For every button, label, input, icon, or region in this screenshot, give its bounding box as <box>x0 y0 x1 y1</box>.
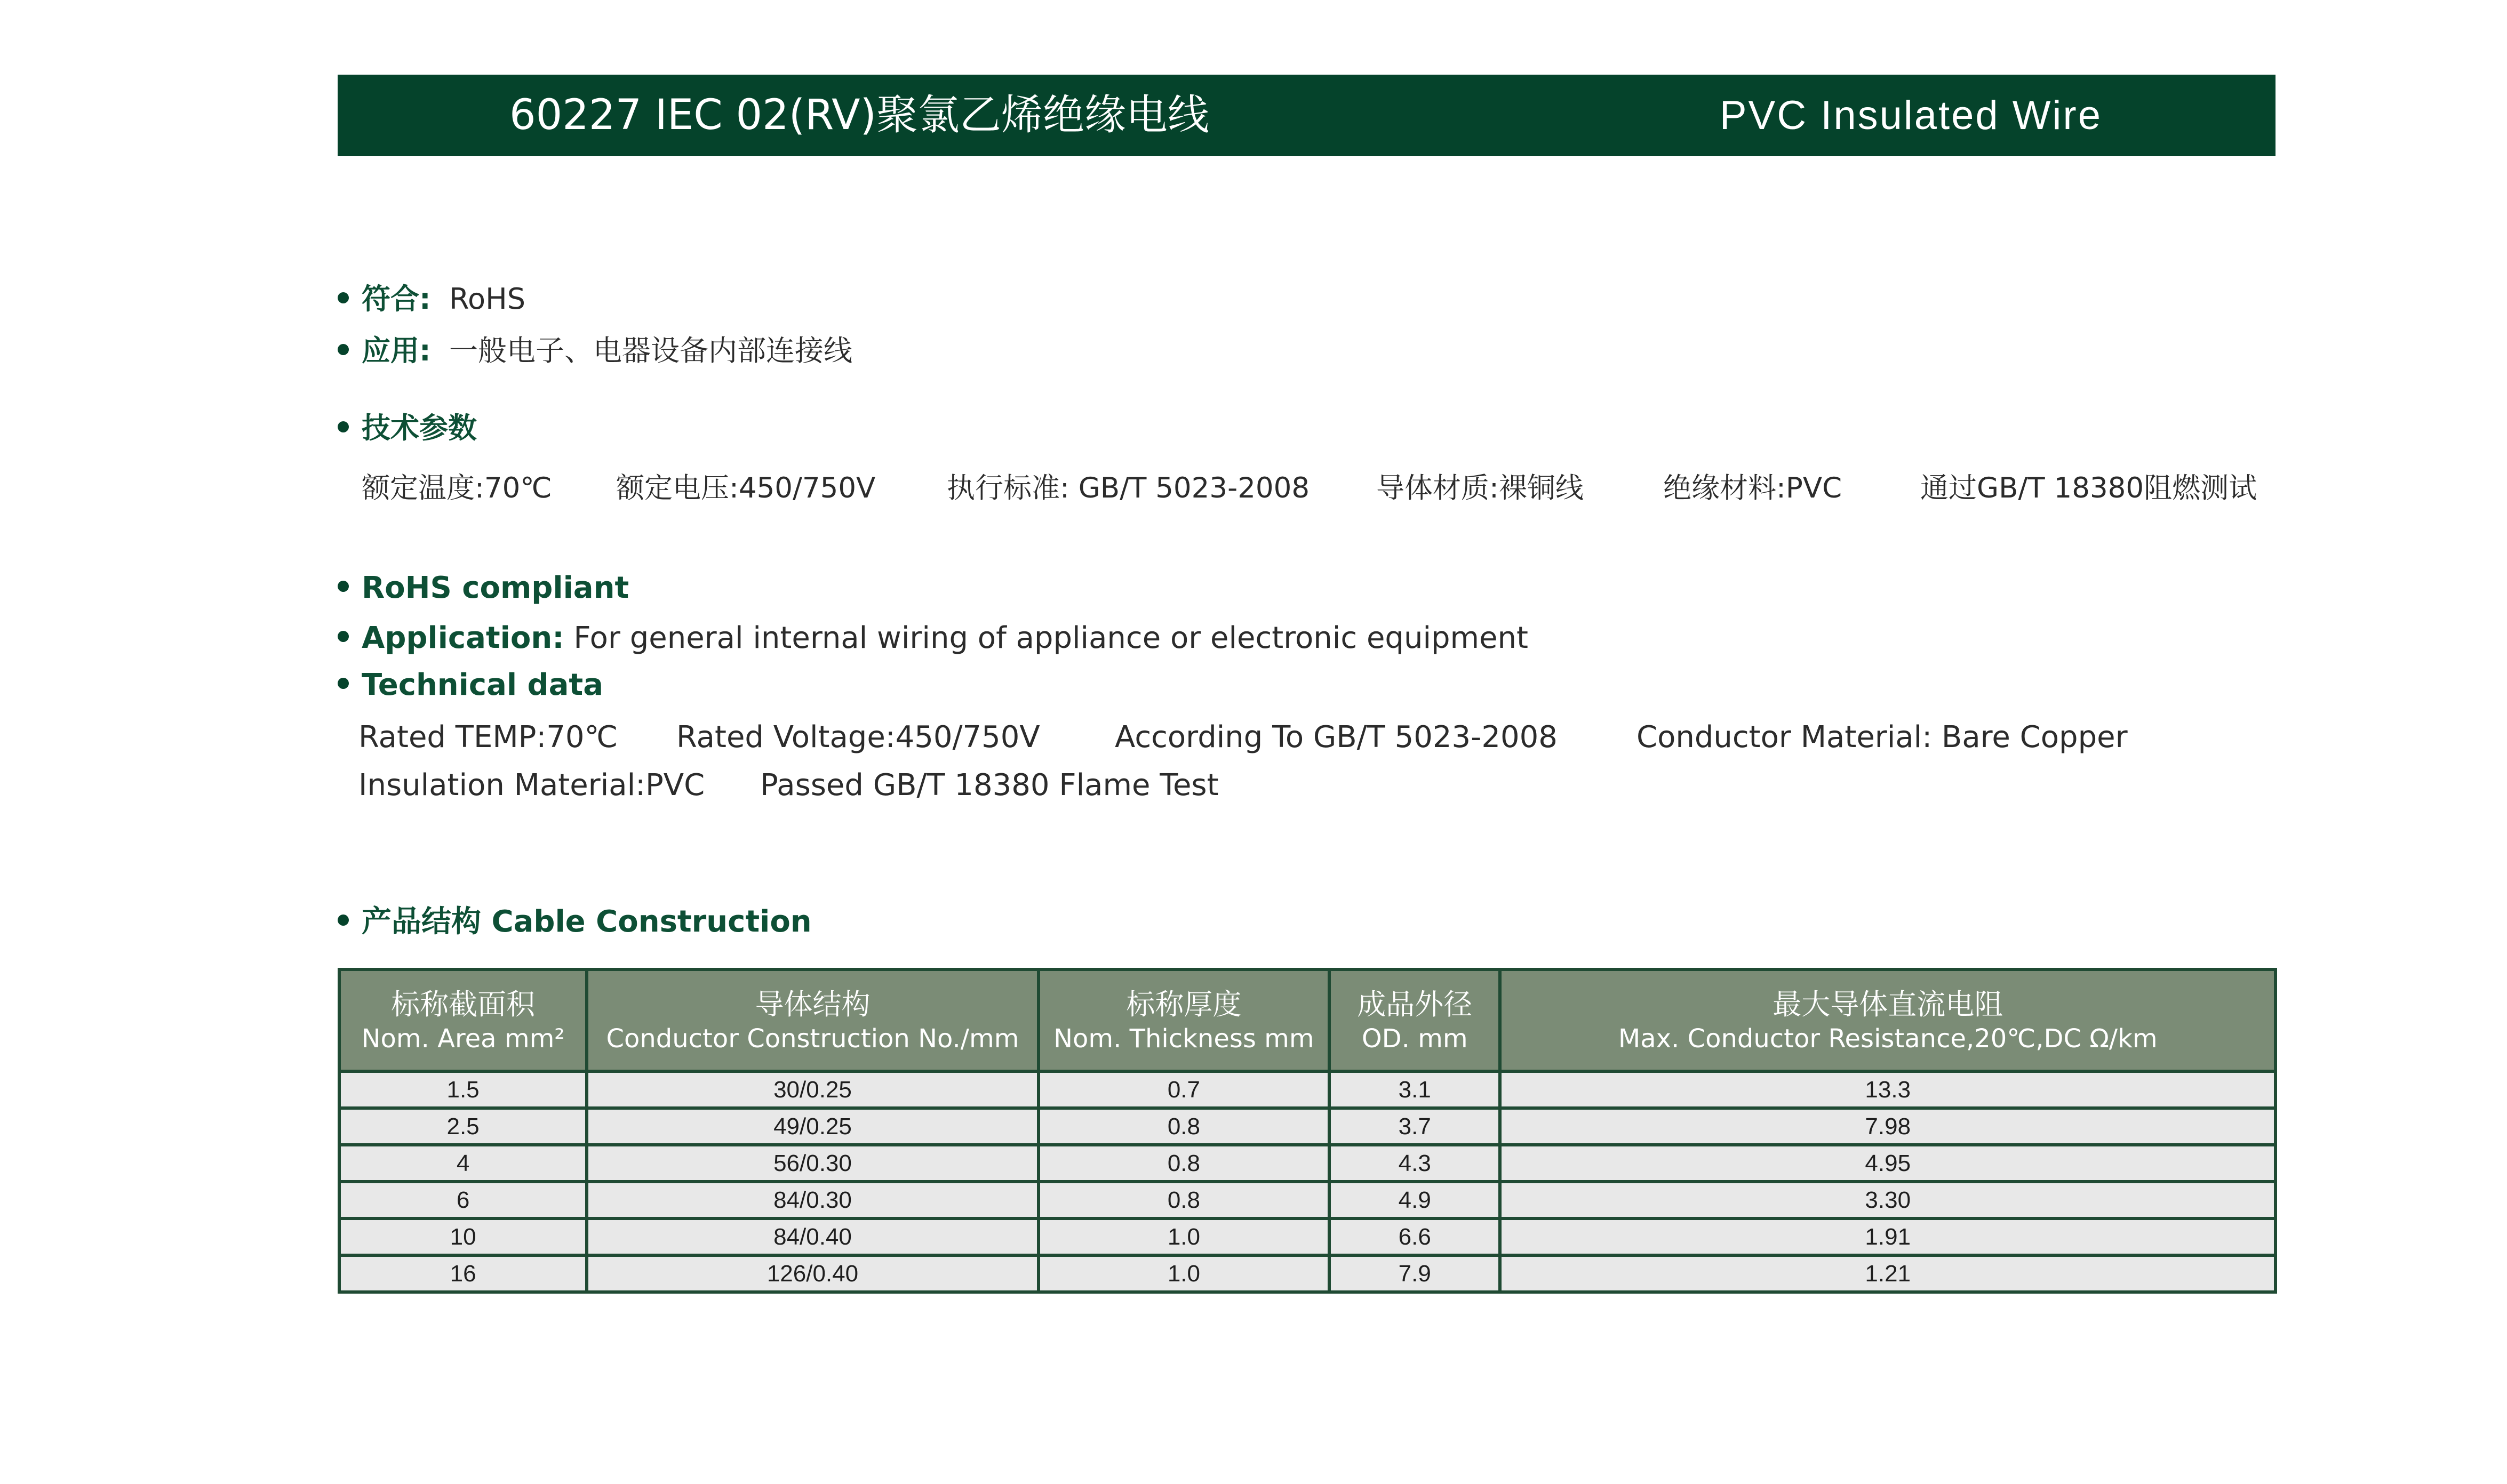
cn-application-value: 一般电子、电器设备内部连接线 <box>449 334 852 367</box>
cn-comply-line <box>338 276 525 317</box>
cell-resistance: 3.30 <box>1500 1182 2276 1218</box>
table-row <box>339 1182 2276 1218</box>
cn-comply-value: RoHS <box>449 282 525 316</box>
cell-od: 3.1 <box>1329 1071 1500 1108</box>
cell-od: 6.6 <box>1329 1218 1500 1255</box>
cell-od: 7.9 <box>1329 1255 1500 1292</box>
en-spec-standard: According To GB/T 5023-2008 <box>1115 720 1558 755</box>
cell-conductor: 49/0.25 <box>587 1108 1039 1145</box>
cable-construction-table <box>338 968 2277 1294</box>
en-spec-voltage: Rated Voltage:450/750V <box>676 720 1040 755</box>
en-rohs-line <box>338 571 629 605</box>
table-row <box>339 1071 2276 1108</box>
cn-spec-insulation: 绝缘材料:PVC <box>1663 472 1842 504</box>
bullet-icon <box>338 678 349 689</box>
cell-thickness: 1.0 <box>1039 1255 1329 1292</box>
table-row <box>339 1145 2276 1182</box>
cn-application-label: 应用: <box>362 334 431 367</box>
title-english: PVC Insulated Wire <box>1719 93 2102 138</box>
cell-conductor: 84/0.40 <box>587 1218 1039 1255</box>
table-row <box>339 1218 2276 1255</box>
cn-spec-standard: 执行标准: GB/T 5023-2008 <box>947 472 1310 504</box>
cell-thickness: 0.7 <box>1039 1071 1329 1108</box>
en-spec-conductor: Conductor Material: Bare Copper <box>1636 720 2128 755</box>
cell-area: 1.5 <box>339 1071 587 1108</box>
title-bar <box>338 75 2276 156</box>
bullet-icon <box>338 915 349 926</box>
cell-conductor: 56/0.30 <box>587 1145 1039 1182</box>
cell-area: 2.5 <box>339 1108 587 1145</box>
cell-resistance: 1.91 <box>1500 1218 2276 1255</box>
en-tech-label: Technical data <box>362 668 603 702</box>
col-header-conductor: 导体结构 Conductor Construction No./mm <box>587 969 1039 1071</box>
en-application-value: For general internal wiring of appliance or electronic equipment <box>573 621 1528 655</box>
bullet-icon <box>338 344 349 355</box>
cn-spec-temp: 额定温度:70℃ <box>362 472 552 504</box>
cell-thickness: 0.8 <box>1039 1108 1329 1145</box>
cell-thickness: 1.0 <box>1039 1218 1329 1255</box>
cell-resistance: 13.3 <box>1500 1071 2276 1108</box>
col-header-resistance: 最大导体直流电阻 Max. Conductor Resistance,20℃,DC Ω/km <box>1500 969 2276 1071</box>
en-spec-temp: Rated TEMP:70℃ <box>358 720 618 755</box>
cell-resistance: 7.98 <box>1500 1108 2276 1145</box>
cn-comply-label: 符合: <box>362 282 431 316</box>
cell-od: 4.9 <box>1329 1182 1500 1218</box>
en-application-line <box>338 621 1528 655</box>
en-application-label: Application: <box>362 621 564 655</box>
cell-thickness: 0.8 <box>1039 1182 1329 1218</box>
cell-resistance: 4.95 <box>1500 1145 2276 1182</box>
construction-heading-text: 产品结构 Cable Construction <box>362 904 812 939</box>
col-header-area: 标称截面积 Nom. Area mm² <box>339 969 587 1071</box>
cell-od: 4.3 <box>1329 1145 1500 1182</box>
cn-spec-flame: 通过GB/T 18380阻燃测试 <box>1920 472 2257 504</box>
bullet-icon <box>338 581 349 592</box>
construction-heading <box>338 898 812 941</box>
cell-od: 3.7 <box>1329 1108 1500 1145</box>
cell-area: 10 <box>339 1218 587 1255</box>
cn-application-line <box>338 328 852 369</box>
title-chinese: 60227 IEC 02(RV)聚氯乙烯绝缘电线 <box>509 91 1209 139</box>
en-spec-insulation: Insulation Material:PVC <box>358 768 705 803</box>
bullet-icon <box>338 631 349 642</box>
col-header-thickness: 标称厚度 Nom. Thickness mm <box>1039 969 1329 1071</box>
en-tech-heading <box>338 668 603 702</box>
table-row <box>339 1108 2276 1145</box>
cell-resistance: 1.21 <box>1500 1255 2276 1292</box>
cn-spec-voltage: 额定电压:450/750V <box>616 472 876 504</box>
cell-conductor: 30/0.25 <box>587 1071 1039 1108</box>
cell-area: 6 <box>339 1182 587 1218</box>
cell-area: 4 <box>339 1145 587 1182</box>
cell-conductor: 84/0.30 <box>587 1182 1039 1218</box>
cn-tech-label: 技术参数 <box>362 411 477 445</box>
bullet-icon <box>338 292 349 303</box>
bullet-icon <box>338 421 349 432</box>
en-rohs-label: RoHS compliant <box>362 571 629 605</box>
col-header-od: 成品外径 OD. mm <box>1329 969 1500 1071</box>
cn-tech-heading <box>338 405 477 446</box>
cell-thickness: 0.8 <box>1039 1145 1329 1182</box>
cn-spec-conductor: 导体材质:裸铜线 <box>1376 472 1584 504</box>
table-row <box>339 1255 2276 1292</box>
cell-conductor: 126/0.40 <box>587 1255 1039 1292</box>
en-spec-flame: Passed GB/T 18380 Flame Test <box>760 768 1219 803</box>
cell-area: 16 <box>339 1255 587 1292</box>
table-header-row <box>339 969 2276 1071</box>
